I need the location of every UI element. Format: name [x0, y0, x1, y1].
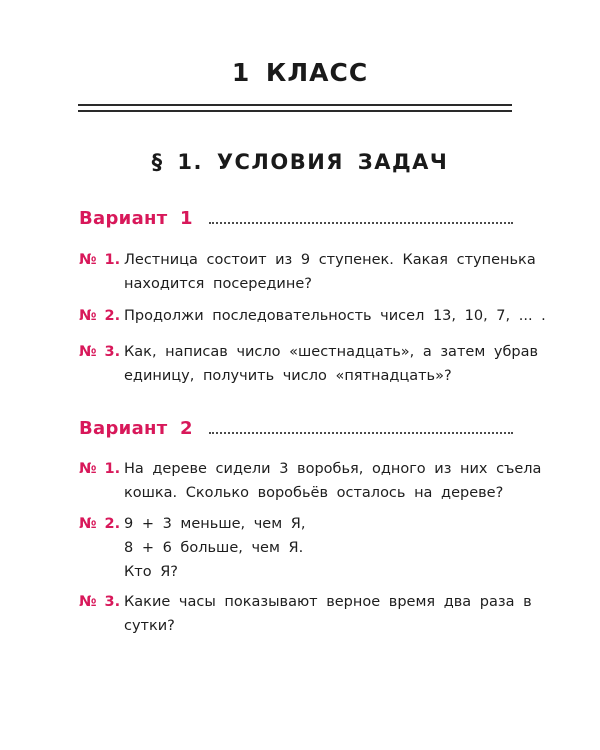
- task-line: сутки?: [124, 618, 175, 634]
- variant-1-task-2: [79, 304, 546, 328]
- variant-2-heading: [79, 418, 513, 439]
- task-text: [124, 248, 536, 296]
- variant-1-task-1: [79, 248, 536, 296]
- task-number: № 2.: [79, 516, 121, 532]
- task-line: Как, написав число «шестнадцать», а затем убрав: [124, 344, 539, 360]
- task-text: [124, 304, 546, 328]
- task-number: № 1.: [79, 252, 121, 268]
- dotted-leader: [209, 222, 513, 224]
- task-number: № 3.: [79, 594, 121, 610]
- variant-label: Вариант 1: [79, 208, 193, 229]
- task-line: 9 + 3 меньше, чем Я,: [124, 516, 306, 532]
- task-line: На дереве сидели 3 воробья, одного из них съела: [124, 461, 542, 477]
- task-text: [124, 590, 532, 638]
- task-number: № 2.: [79, 308, 121, 324]
- variant-2-task-3: [79, 590, 532, 638]
- task-line: кошка. Сколько воробьёв осталось на дереве?: [124, 485, 504, 501]
- task-text: [124, 457, 541, 505]
- task-line: Какие часы показывают верное время два раза в: [124, 594, 532, 610]
- section-title: § 1. УСЛОВИЯ ЗАДАЧ: [151, 150, 449, 174]
- chapter-title: 1 КЛАСС: [231, 58, 369, 87]
- double-divider: [78, 104, 512, 112]
- task-line: единицу, получить число «пятнадцать»?: [124, 368, 452, 384]
- task-line: Продолжи последовательность чисел 13, 10, 7, ... .: [124, 308, 546, 324]
- variant-label: Вариант 2: [79, 418, 193, 439]
- task-line: находится посередине?: [124, 276, 312, 292]
- variant-1-heading: [79, 208, 513, 229]
- task-text: [124, 512, 519, 584]
- variant-2-task-2: [79, 512, 519, 584]
- task-number: № 3.: [79, 344, 121, 360]
- task-line: Лестница состоит из 9 ступенек. Какая ступенька: [124, 252, 536, 268]
- variant-2-task-1: [79, 457, 542, 505]
- task-number: № 1.: [79, 461, 121, 477]
- dotted-leader: [209, 432, 513, 434]
- variant-1-task-3: [79, 340, 539, 388]
- task-line: Кто Я?: [124, 564, 178, 580]
- task-text: [124, 340, 538, 388]
- task-line: 8 + 6 больше, чем Я.: [124, 540, 304, 556]
